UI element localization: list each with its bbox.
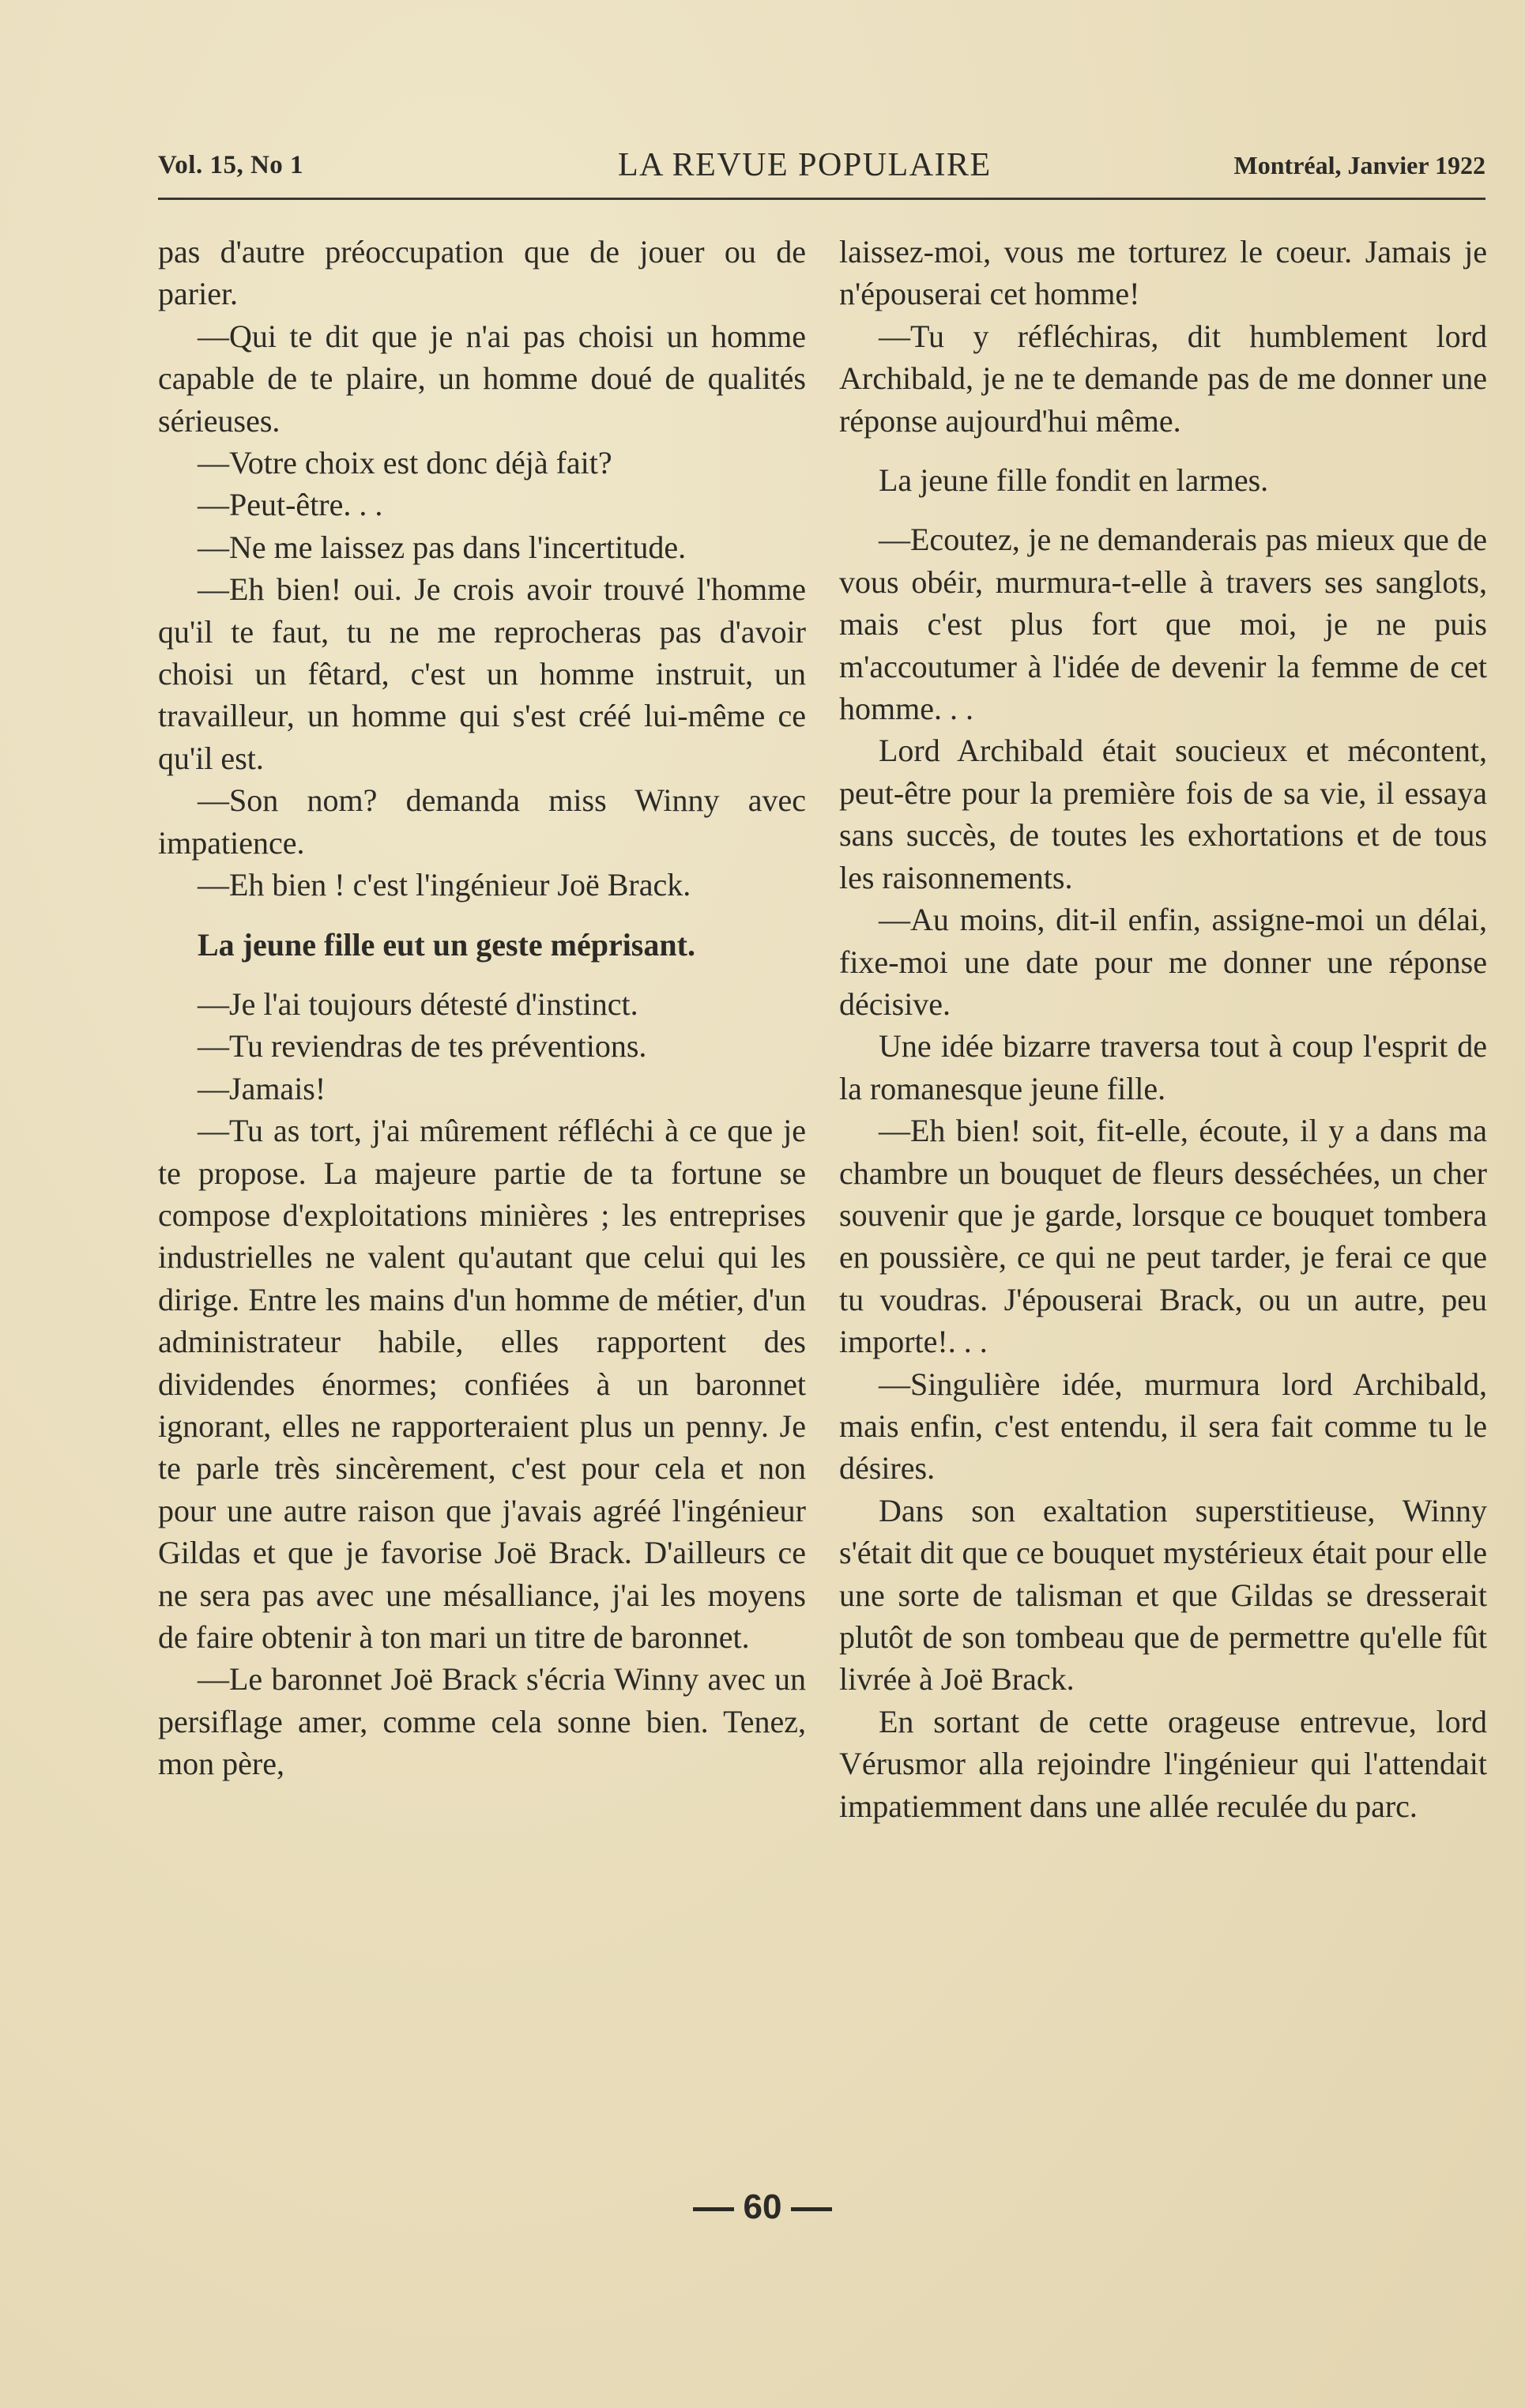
paragraph: La jeune fille eut un geste méprisant. bbox=[198, 926, 695, 963]
paragraph: Dans son exaltation superstitieuse, Winny s'était dit que ce bouquet mystérieux était pour elle une sorte de talisman et que Gildas se dresserait plutôt de son tombeau que de permettre qu'elle fût livrée à Joë Brack. bbox=[839, 1492, 1487, 1698]
paragraph: En sortant de cette orageuse entrevue, lord Vérusmor alla rejoindre l'ingénieur qui l'attendait impatiemment dans une allée reculée du parc. bbox=[839, 1703, 1487, 1824]
folio-dash bbox=[791, 2207, 832, 2211]
paragraph: —Tu as tort, j'ai mûrement réfléchi à ce que je te propose. La majeure partie de ta fortune se compose d'exploitations minières ; les entreprises industrielles ne valent qu'autant que celui qui les dirige. Entre les mains d'un homme de métier, d'un administrateur habile, elles rapportent des dividendes énormes; confiées à un baronnet ignorant, elles ne rapporteraient plus un penny. Je te parle très sincèrement, c'est pour cela et non pour une autre raison que j'avais agréé l'ingénieur Gildas et que je favorise Joë Brack. D'ailleurs ce ne sera pas avec une mésalliance, j'ai les moyens de faire obtenir à ton mari un titre de baronnet. bbox=[158, 1113, 806, 1655]
paragraph: —Votre choix est donc déjà fait? bbox=[198, 445, 612, 481]
paragraph: —Au moins, dit-il enfin, assigne-moi un délai, fixe-moi une date pour me donner une réponse décisive. bbox=[839, 902, 1487, 1022]
paragraph: laissez-moi, vous me torturez le coeur. Jamais je n'épouserai cet homme! bbox=[839, 234, 1487, 312]
page-number-text: 60 bbox=[743, 2188, 782, 2226]
paragraph: pas d'autre préoccupation que de jouer ou de parier. bbox=[158, 234, 806, 312]
folio-dash bbox=[693, 2207, 734, 2211]
paragraph: —Le baronnet Joë Brack s'écria Winny avec un persiflage amer, comme cela sonne bien. Tenez, mon père, bbox=[158, 1661, 806, 1782]
paragraph: —Je l'ai toujours détesté d'instinct. bbox=[198, 985, 638, 1022]
paragraph: —Son nom? demanda miss Winny avec impatience. bbox=[158, 782, 806, 861]
issue-date: Montréal, Janvier 1922 bbox=[1233, 151, 1485, 179]
paragraph: Lord Archibald était soucieux et mécontent, peut-être pour la première fois de sa vie, il essaya sans succès, de toutes les exhortations et de tous les raisonnements. bbox=[839, 733, 1487, 895]
volume-number: Vol. 15, No 1 bbox=[158, 151, 304, 179]
paragraph: —Tu reviendras de tes préventions. bbox=[198, 1028, 647, 1065]
paragraph: —Peut-être. . . bbox=[198, 487, 383, 523]
paragraph: —Tu y réfléchiras, dit humblement lord Archibald, je ne te demande pas de me donner une réponse aujourd'hui même. bbox=[839, 318, 1487, 439]
paragraph: —Eh bien! soit, fit-elle, écoute, il y a dans ma chambre un bouquet de fleurs desséchées, un cher souvenir que je garde, lorsque ce bouquet tombera en poussière, ce qui ne peut tarder, je ferai ce que tu voudras. J'épouserai Brack, ou un autre, peu importe!. . . bbox=[839, 1113, 1487, 1360]
paragraph: —Qui te dit que je n'ai pas choisi un homme capable de te plaire, un homme doué de qualités sérieuses. bbox=[158, 318, 806, 439]
page-number bbox=[0, 2188, 1525, 2227]
paragraph: —Eh bien! oui. Je crois avoir trouvé l'homme qu'il te faut, tu ne me reprocheras pas d'avoir choisi un fêtard, c'est un homme instruit, un travailleur, un homme qui s'est créé lui-même ce qu'il est. bbox=[158, 571, 806, 776]
paragraph: —Eh bien ! c'est l'ingénieur Joë Brack. bbox=[198, 867, 691, 903]
header-rule bbox=[158, 198, 1485, 200]
paragraph: —Singulière idée, murmura lord Archibald, mais enfin, c'est entendu, il sera fait comme tu le désires. bbox=[839, 1366, 1487, 1487]
publication-title: LA REVUE POPULAIRE bbox=[618, 147, 992, 183]
paragraph: Une idée bizarre traversa tout à coup l'esprit de la romanesque jeune fille. bbox=[839, 1028, 1487, 1106]
paragraph: —Jamais! bbox=[198, 1070, 326, 1106]
left-column bbox=[158, 231, 806, 1785]
right-column bbox=[839, 231, 1487, 1827]
running-header bbox=[158, 146, 1485, 194]
paragraph: —Ne me laissez pas dans l'incertitude. bbox=[198, 529, 687, 565]
paragraph: La jeune fille fondit en larmes. bbox=[879, 462, 1269, 499]
paragraph: —Ecoutez, je ne demanderais pas mieux que de vous obéir, murmura-t-elle à travers ses sanglots, mais c'est plus fort que moi, je ne puis m'accoutumer à l'idée de devenir la femme de cet homme. . . bbox=[839, 522, 1487, 727]
